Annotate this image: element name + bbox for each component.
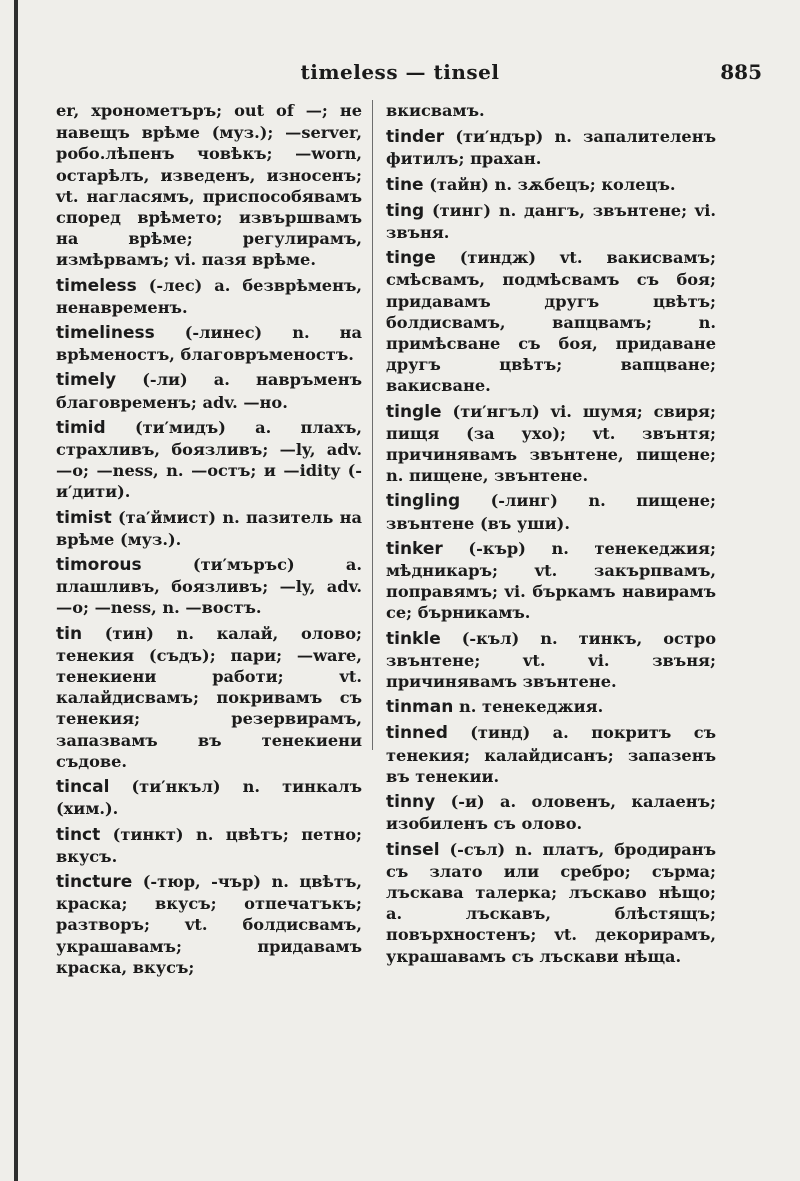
entry-definition: (та′ймист) n. пазитель на врѣме (муз.). bbox=[56, 507, 362, 549]
entry-headword: tin bbox=[56, 623, 83, 644]
entry-definition: (-линг) n. пищене; звънтене (въ уши). bbox=[386, 491, 716, 533]
dictionary-entry bbox=[56, 824, 362, 867]
entry-headword: tinder bbox=[386, 127, 445, 148]
dictionary-entry bbox=[56, 507, 362, 550]
entry-headword: tincal bbox=[56, 777, 110, 798]
dictionary-entry bbox=[386, 538, 716, 624]
entry-headword: tinman bbox=[386, 697, 454, 718]
dictionary-entry bbox=[386, 839, 716, 967]
entry-headword: tinct bbox=[56, 824, 101, 845]
dictionary-entry bbox=[386, 791, 716, 834]
dictionary-entry bbox=[56, 369, 362, 412]
entry-definition: (-лес) a. безврѣменъ, ненавременъ. bbox=[56, 275, 362, 317]
entry-definition: (ти′ндър) n. запалителенъ фитилъ; прахан. bbox=[386, 127, 716, 169]
binding-edge bbox=[14, 0, 18, 1181]
entry-headword: tingle bbox=[386, 401, 442, 422]
entry-headword: tinker bbox=[386, 538, 443, 559]
dictionary-entry bbox=[386, 126, 716, 169]
entry-headword: tine bbox=[386, 174, 424, 195]
left-column bbox=[56, 100, 362, 982]
dictionary-entry bbox=[56, 554, 362, 619]
dictionary-entry bbox=[386, 696, 716, 718]
entry-headword: timist bbox=[56, 507, 112, 528]
dictionary-entry bbox=[56, 100, 362, 271]
entry-definition: (тиндж) vt. вакисвамъ; смѣсвамъ, подмѣсвамъ съ боя; придавамъ другъ цвѣтъ; болдисвамъ, вапцвамъ; n. примѣсване съ боя, придаване другъ цвѣтъ; вапцване; вакисване. bbox=[386, 248, 716, 396]
entry-definition: (тинкт) n. цвѣтъ; петно; вкусъ. bbox=[56, 824, 362, 866]
running-head: timeless — tinsel bbox=[300, 60, 500, 84]
entry-definition: вкисвамъ. bbox=[386, 101, 485, 120]
dictionary-entry bbox=[386, 722, 716, 787]
right-column bbox=[386, 100, 716, 971]
entry-headword: timid bbox=[56, 417, 106, 438]
dictionary-entry bbox=[386, 628, 716, 693]
entry-headword: tinned bbox=[386, 723, 448, 744]
dictionary-entry bbox=[56, 871, 362, 978]
entry-headword: timeliness bbox=[56, 323, 155, 344]
entry-definition: (-линес) n. на врѣменостъ, благовръменостъ. bbox=[56, 323, 362, 365]
entry-headword: tinny bbox=[386, 792, 436, 813]
page-number: 885 bbox=[720, 60, 762, 84]
entry-definition: (ти′мидъ) a. плахъ, страхливъ, боязливъ; —ly, adv. —о; —ness, n. —остъ; и —idity (-и′дити). bbox=[56, 417, 362, 502]
entry-definition: (тинг) n. дангъ, звънтене; vi. звъня. bbox=[386, 200, 716, 243]
entry-definition: (-кър) n. тенекеджия; мѣдникаръ; vt. закърпвамъ, поправямъ; vi. бъркамъ навирамъ се; бърникамъ. bbox=[386, 538, 716, 623]
entry-headword: timorous bbox=[56, 555, 142, 576]
entry-definition: (тин) n. калай, олово; тенекия (съдъ); пари; —ware, тенекиени работи; vt. калайдисвамъ; покривамъ съ тенекия; резервирамъ, запазвамъ въ тенекиени съдове. bbox=[56, 623, 362, 771]
dictionary-entry bbox=[386, 100, 716, 122]
dictionary-entry bbox=[386, 401, 716, 487]
entry-headword: ting bbox=[386, 200, 425, 221]
dictionary-entry bbox=[386, 490, 716, 533]
dictionary-entry bbox=[386, 174, 716, 196]
entry-headword: tincture bbox=[56, 871, 133, 892]
entry-definition: (-и) a. оловенъ, калаенъ; изобиленъ съ олово. bbox=[386, 792, 716, 834]
entry-definition: (ти′нкъл) n. тинкалъ (хим.). bbox=[56, 777, 362, 819]
entry-headword: timeless bbox=[56, 275, 137, 296]
dictionary-entry bbox=[56, 623, 362, 772]
entry-headword: tingling bbox=[386, 491, 461, 512]
dictionary-entry bbox=[56, 776, 362, 819]
entry-headword: tinkle bbox=[386, 628, 441, 649]
page-header bbox=[0, 60, 800, 90]
entry-definition: (тайн) n. зѫбецъ; колецъ. bbox=[423, 174, 676, 194]
entry-headword: timely bbox=[56, 370, 117, 391]
entry-definition: (тинд) a. покритъ съ тенекия; калайдисанъ; запазенъ въ тенекии. bbox=[386, 723, 716, 786]
entry-headword: tinsel bbox=[386, 839, 440, 860]
entry-headword: tinge bbox=[386, 248, 436, 269]
entry-definition: (ти′нгъл) vi. шумя; свиря; пищя (за ухо); vt. звънтя; причинявамъ звънтене, пищене; n. пищене, звънтене. bbox=[386, 401, 716, 486]
dictionary-entry bbox=[56, 322, 362, 365]
column-divider bbox=[372, 100, 373, 750]
dictionary-entry bbox=[56, 275, 362, 318]
dictionary-entry bbox=[386, 247, 716, 396]
entry-definition: (-къл) n. тинкъ, остро звънтене; vt. vi. звъня; причинявамъ звънтене. bbox=[386, 628, 716, 692]
entry-definition: (-тюр, -чър) n. цвѣтъ, краска; вкусъ; отпечатъкъ; разтворъ; vt. болдисвамъ, украшавамъ; придавамъ краска, вкусъ; bbox=[56, 871, 362, 977]
entry-definition: er, хронометъръ; out of —; не навещъ врѣме (муз.); —server, робо.лѣпенъ човѣкъ; —worn, остарѣлъ, изведенъ, износенъ; vt. нагласямъ, приспособявамъ според врѣмето; извършвамъ на врѣме; регулирамъ, измѣрвамъ; vi. пазя врѣме. bbox=[56, 101, 362, 270]
entry-definition: n. тенекеджия. bbox=[453, 697, 604, 717]
entry-definition: (-ли) a. навръменъ благовременъ; adv. —но. bbox=[56, 370, 362, 412]
entry-definition: (-съл) n. платъ, бродиранъ съ злато или сребро; сърма; лъскава талерка; лъскаво нѣщо; a. лъскавъ, блѣстящъ; повърхностенъ; vt. декорирамъ, украшавамъ съ лъскави нѣща. bbox=[386, 839, 716, 966]
entry-definition: (ти′мъръс) a. плашливъ, боязливъ; —ly, adv. —о; —ness, n. —востъ. bbox=[56, 555, 362, 618]
dictionary-entry bbox=[386, 200, 716, 243]
dictionary-entry bbox=[56, 417, 362, 503]
